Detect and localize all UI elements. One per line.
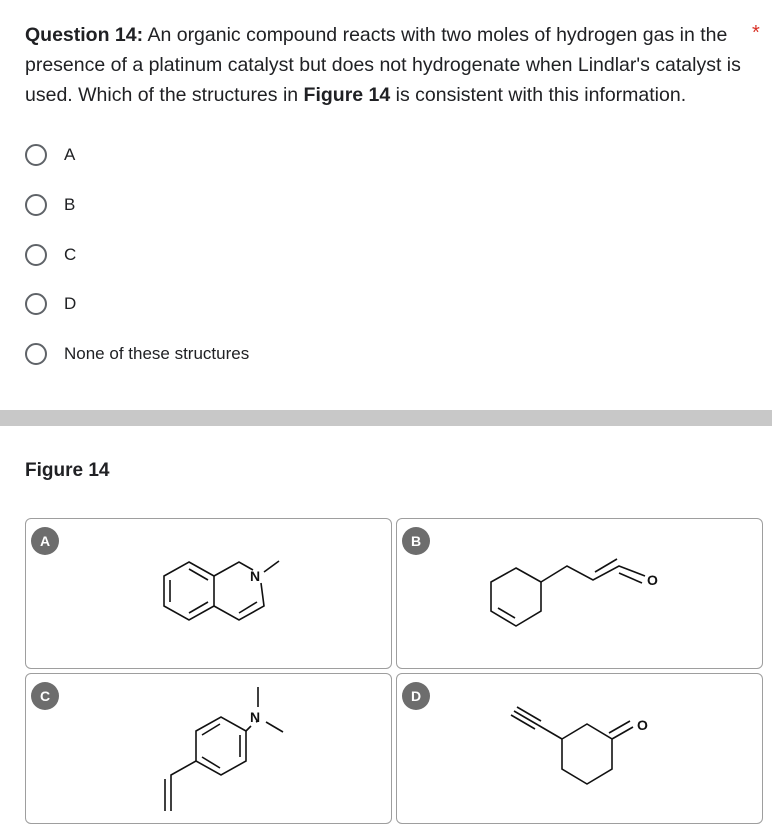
structure-panel-c (25, 673, 392, 824)
atom-label: O (647, 572, 658, 588)
structure-d-diagram (397, 674, 764, 825)
structure-c-diagram (26, 674, 393, 825)
panel-badge: A (31, 527, 59, 555)
panel-badge: D (402, 682, 430, 710)
atom-label: N (250, 568, 261, 584)
figure-reference: Figure 14 (303, 84, 391, 106)
radio-circle-icon[interactable] (25, 194, 47, 216)
atom-label: O (637, 717, 648, 733)
structure-panel-a (25, 518, 392, 669)
option-label: None of these structures (64, 344, 250, 363)
radio-circle-icon[interactable] (25, 293, 47, 315)
radio-circle-icon[interactable] (25, 144, 47, 166)
figure-title: Figure 14 (25, 460, 110, 481)
radio-circle-icon[interactable] (25, 244, 47, 266)
section-divider (0, 410, 772, 426)
option-label: D (64, 294, 77, 313)
option-label: B (64, 195, 76, 214)
option-d[interactable] (25, 290, 76, 318)
structure-a-diagram (26, 519, 393, 670)
option-none[interactable] (25, 340, 249, 368)
option-a[interactable] (25, 141, 75, 169)
question-body-2: is consistent with this information. (390, 84, 687, 106)
question-text (25, 20, 745, 110)
atom-label: N (250, 709, 261, 725)
structure-panel-d (396, 673, 763, 824)
question-body-1: An organic compound reacts with two moles of hydrogen gas in the presence of a platinum catalyst but does not hydrogenate when Lindlar's catalyst is used. Which of the structures in (25, 24, 741, 106)
required-asterisk: * (752, 22, 760, 44)
radio-circle-icon[interactable] (25, 343, 47, 365)
option-b[interactable] (25, 191, 75, 219)
question-label: Question 14: (25, 24, 144, 46)
panel-badge: C (31, 682, 59, 710)
option-label: A (64, 145, 76, 164)
structure-b-diagram (397, 519, 764, 670)
option-label: C (64, 245, 77, 264)
option-c[interactable] (25, 241, 76, 269)
panel-badge: B (402, 527, 430, 555)
structure-panel-b (396, 518, 763, 669)
